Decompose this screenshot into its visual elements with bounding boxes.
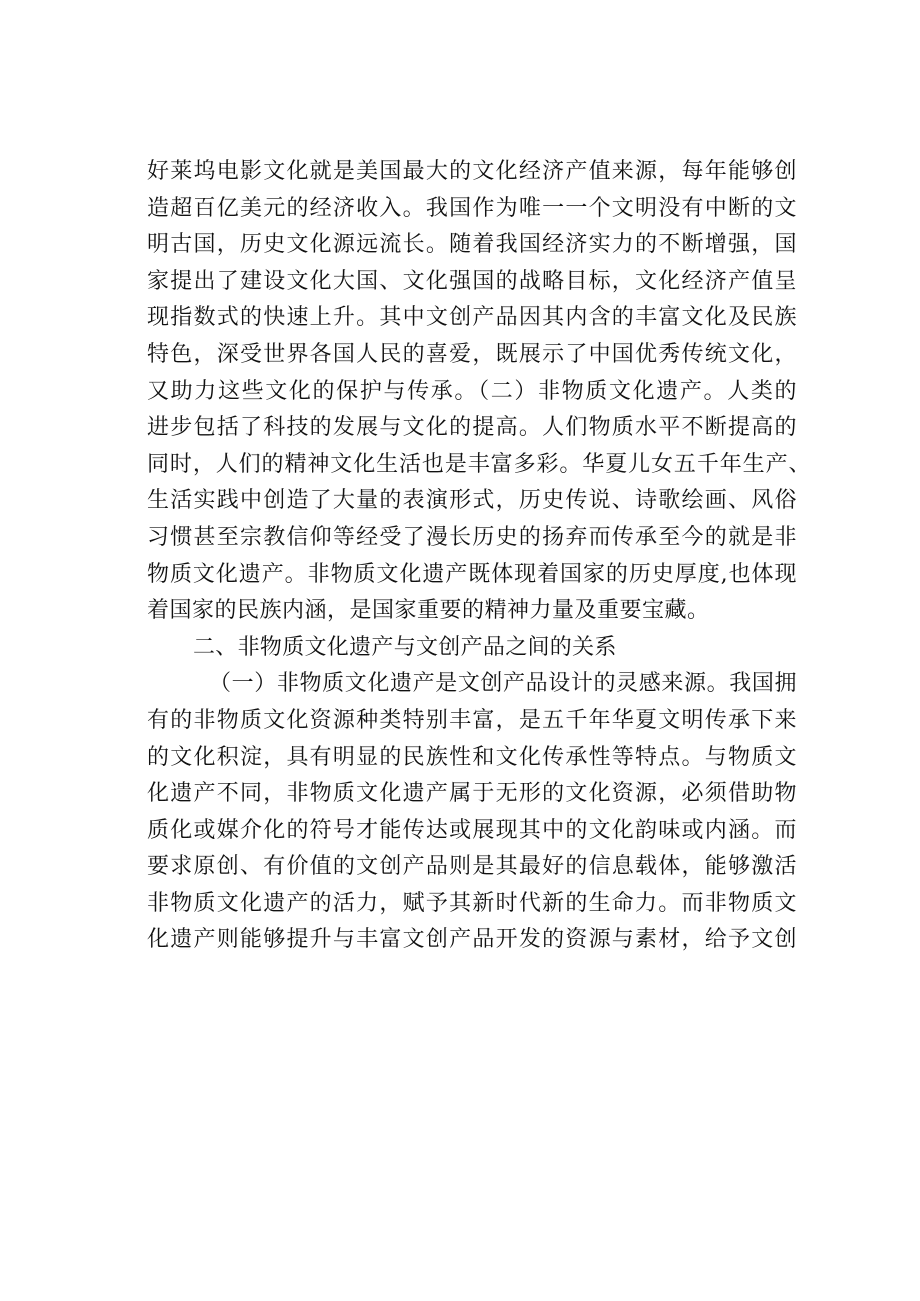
paragraph-line: 化遗产则能够提升与丰富文创产品开发的资源与素材，给予文创 <box>147 927 797 953</box>
paragraph-line: 现指数式的快速上升。其中文创产品因其内含的丰富文化及民族 <box>147 305 797 331</box>
paragraph-line: 有的非物质文化资源种类特别丰富，是五千年华夏文明传承下来 <box>147 707 797 733</box>
paragraph-line: 好莱坞电影文化就是美国最大的文化经济产值来源，每年能够创 <box>147 159 797 184</box>
paragraph-1 <box>147 154 811 630</box>
section-heading: 二、非物质文化遗产与文创产品之间的关系 <box>193 634 617 660</box>
paragraph-line: 质化或媒介化的符号才能传达或展现其中的文化韵味或内涵。而 <box>147 817 797 843</box>
paragraph-line: 进步包括了科技的发展与文化的提高。人们物质水平不断提高的 <box>147 415 797 441</box>
paragraph-2 <box>147 666 797 959</box>
paragraph-line: 非物质文化遗产的活力，赋予其新时代新的生命力。而非物质文 <box>147 890 797 916</box>
paragraph-line: 特色，深受世界各国人民的喜爱，既展示了中国优秀传统文化， <box>147 341 797 367</box>
paragraph-line: 又助力这些文化的保护与传承。（二）非物质文化遗产。人类的 <box>147 378 797 404</box>
document-body <box>147 154 811 959</box>
paragraph-line: 家提出了建设文化大国、文化强国的战略目标，文化经济产值呈 <box>147 268 797 294</box>
paragraph-line: 着国家的民族内涵，是国家重要的精神力量及重要宝藏。 <box>147 598 710 624</box>
paragraph-line: 生活实践中创造了大量的表演形式，历史传说、诗歌绘画、风俗 <box>147 488 797 514</box>
paragraph-line: 的文化积淀，具有明显的民族性和文化传承性等特点。与物质文 <box>147 744 797 770</box>
paragraph-line: 同时，人们的精神文化生活也是丰富多彩。华夏儿女五千年生产、 <box>147 451 811 477</box>
paragraph-line: 化遗产不同，非物质文化遗产属于无形的文化资源，必须借助物 <box>147 781 797 807</box>
paragraph-line: 习惯甚至宗教信仰等经受了漫长历史的扬弃而传承至今的就是非 <box>147 524 797 550</box>
paragraph-line: 造超百亿美元的经济收入。我国作为唯一一个文明没有中断的文 <box>147 195 797 221</box>
paragraph-line: 物质文化遗产。非物质文化遗产既体现着国家的历史厚度,也体现 <box>147 561 797 587</box>
paragraph-line: （一）非物质文化遗产是文创产品设计的灵感来源。我国拥 <box>209 671 797 697</box>
paragraph-line: 明古国，历史文化源远流长。随着我国经济实力的不断增强，国 <box>147 232 797 258</box>
paragraph-line: 要求原创、有价值的文创产品则是其最好的信息载体，能够激活 <box>147 854 797 880</box>
